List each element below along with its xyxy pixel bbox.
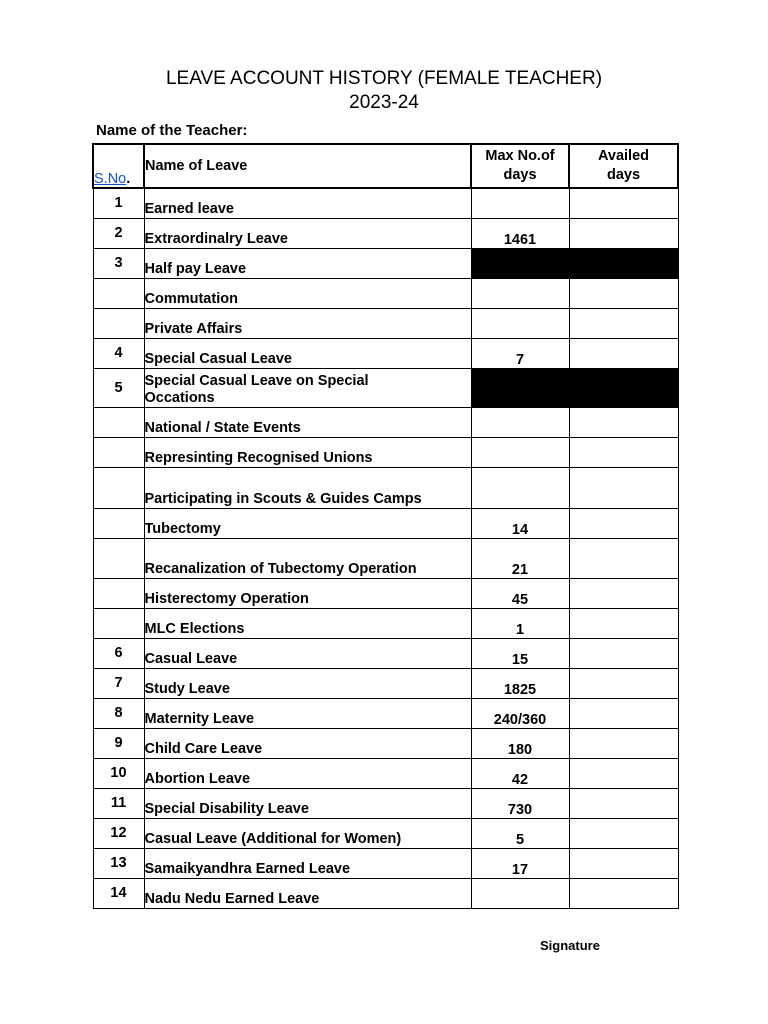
row-leave-name: Histerectomy Operation: [144, 578, 471, 608]
row-sno: [93, 278, 144, 308]
row-max-days: [471, 188, 569, 218]
row-leave-name: Special Disability Leave: [144, 788, 471, 818]
row-sno: 1: [93, 188, 144, 218]
row-sno: 4: [93, 338, 144, 368]
row-leave-name: Study Leave: [144, 668, 471, 698]
table-row: [93, 668, 678, 698]
row-sno: 10: [93, 758, 144, 788]
row-sno: 2: [93, 218, 144, 248]
table-row: [93, 788, 678, 818]
sno-link[interactable]: S.No: [94, 171, 127, 187]
table-row: [93, 638, 678, 668]
row-availed-days[interactable]: [569, 407, 678, 437]
row-max-days: 1825: [471, 668, 569, 698]
row-sno: 7: [93, 668, 144, 698]
row-availed-days[interactable]: [569, 188, 678, 218]
row-availed-days[interactable]: [569, 818, 678, 848]
table-row: [93, 608, 678, 638]
row-max-days: [471, 278, 569, 308]
table-row: [93, 338, 678, 368]
table-row: [93, 368, 678, 407]
header-max-line-2: days: [503, 167, 537, 183]
table-row: [93, 218, 678, 248]
row-leave-name: Recanalization of Tubectomy Operation: [144, 538, 471, 578]
table-row: [93, 698, 678, 728]
row-max-days: 5: [471, 818, 569, 848]
row-leave-name: National / State Events: [144, 407, 471, 437]
row-sno: [93, 407, 144, 437]
row-leave-name: Maternity Leave: [144, 698, 471, 728]
row-leave-name: Tubectomy: [144, 508, 471, 538]
row-leave-name: Commutation: [144, 278, 471, 308]
row-availed-days[interactable]: [569, 758, 678, 788]
table-row: [93, 578, 678, 608]
header-availed-days: [569, 144, 678, 188]
table-row: [93, 758, 678, 788]
table-row: [93, 437, 678, 467]
table-row: [93, 728, 678, 758]
row-leave-name: Nadu Nedu Earned Leave: [144, 878, 471, 908]
row-availed-days-blacked: [569, 248, 678, 278]
row-sno: [93, 508, 144, 538]
row-leave-name: Abortion Leave: [144, 758, 471, 788]
row-max-days: 730: [471, 788, 569, 818]
page-title: [0, 67, 768, 115]
row-availed-days[interactable]: [569, 218, 678, 248]
row-availed-days[interactable]: [569, 878, 678, 908]
row-availed-days[interactable]: [569, 788, 678, 818]
table-row: [93, 848, 678, 878]
row-leave-name: Samaikyandhra Earned Leave: [144, 848, 471, 878]
row-sno: 8: [93, 698, 144, 728]
row-max-days: 240/360: [471, 698, 569, 728]
row-availed-days[interactable]: [569, 278, 678, 308]
table-header-row: [93, 144, 678, 188]
header-avail-line-2: days: [606, 167, 641, 183]
row-availed-days[interactable]: [569, 698, 678, 728]
row-availed-days[interactable]: [569, 338, 678, 368]
row-availed-days[interactable]: [569, 848, 678, 878]
row-sno: 5: [93, 368, 144, 407]
row-sno: [93, 538, 144, 578]
row-availed-days[interactable]: [569, 608, 678, 638]
row-max-days: 15: [471, 638, 569, 668]
row-leave-name: Participating in Scouts & Guides Camps: [144, 467, 471, 508]
row-availed-days[interactable]: [569, 538, 678, 578]
leave-table: [92, 143, 679, 909]
row-sno: [93, 308, 144, 338]
row-max-days: [471, 878, 569, 908]
table-row: [93, 188, 678, 218]
row-sno: [93, 467, 144, 508]
table-row: [93, 278, 678, 308]
header-max-days: [471, 144, 569, 188]
row-max-days: 21: [471, 538, 569, 578]
row-max-days: 14: [471, 508, 569, 538]
row-availed-days[interactable]: [569, 508, 678, 538]
row-leave-name: Special Casual Leave: [144, 338, 471, 368]
row-leave-name: Private Affairs: [144, 308, 471, 338]
row-sno: 13: [93, 848, 144, 878]
row-availed-days[interactable]: [569, 728, 678, 758]
row-sno: 14: [93, 878, 144, 908]
row-availed-days[interactable]: [569, 467, 678, 508]
row-availed-days[interactable]: [569, 668, 678, 698]
table-row: [93, 308, 678, 338]
row-leave-name: Earned leave: [144, 188, 471, 218]
row-leave-name: Half pay Leave: [144, 248, 471, 278]
row-sno: [93, 437, 144, 467]
row-max-days-blacked: [471, 368, 569, 407]
row-max-days: 42: [471, 758, 569, 788]
row-leave-name: Casual Leave: [144, 638, 471, 668]
table-row: [93, 248, 678, 278]
row-max-days: [471, 467, 569, 508]
row-max-days: 180: [471, 728, 569, 758]
row-leave-name: Extraordinalry Leave: [144, 218, 471, 248]
row-availed-days-blacked: [569, 368, 678, 407]
header-sno: [93, 144, 144, 188]
row-max-days: 1: [471, 608, 569, 638]
row-max-days-blacked: [471, 248, 569, 278]
row-availed-days[interactable]: [569, 578, 678, 608]
row-max-days: 1461: [471, 218, 569, 248]
row-max-days: [471, 407, 569, 437]
row-max-days: 17: [471, 848, 569, 878]
header-leave-name: Name of Leave: [144, 144, 471, 188]
row-availed-days[interactable]: [569, 638, 678, 668]
row-leave-name: MLC Elections: [144, 608, 471, 638]
signature-label: Signature: [540, 938, 600, 953]
row-leave-name: Represinting Recognised Unions: [144, 437, 471, 467]
table-row: [93, 538, 678, 578]
row-sno: 12: [93, 818, 144, 848]
table-row: [93, 508, 678, 538]
table-row: [93, 818, 678, 848]
title-line-1: LEAVE ACCOUNT HISTORY (FEMALE TEACHER): [165, 68, 603, 89]
table-row: [93, 407, 678, 437]
row-sno: [93, 578, 144, 608]
row-availed-days[interactable]: [569, 437, 678, 467]
title-line-2: 2023-24: [349, 92, 419, 113]
row-leave-name: Special Casual Leave on Special Occations: [144, 368, 471, 407]
row-sno: 9: [93, 728, 144, 758]
teacher-name-label: Name of the Teacher:: [96, 122, 248, 139]
row-sno: [93, 608, 144, 638]
row-sno: 11: [93, 788, 144, 818]
header-avail-line-1: Availed: [597, 148, 650, 164]
sno-suffix: .: [126, 171, 131, 187]
row-sno: 3: [93, 248, 144, 278]
row-max-days: 45: [471, 578, 569, 608]
row-max-days: 7: [471, 338, 569, 368]
row-max-days: [471, 308, 569, 338]
row-sno: 6: [93, 638, 144, 668]
table-row: [93, 467, 678, 508]
row-leave-name: Casual Leave (Additional for Women): [144, 818, 471, 848]
header-max-line-1: Max No.of: [485, 148, 555, 164]
row-availed-days[interactable]: [569, 308, 678, 338]
row-leave-name: Child Care Leave: [144, 728, 471, 758]
row-max-days: [471, 437, 569, 467]
table-row: [93, 878, 678, 908]
